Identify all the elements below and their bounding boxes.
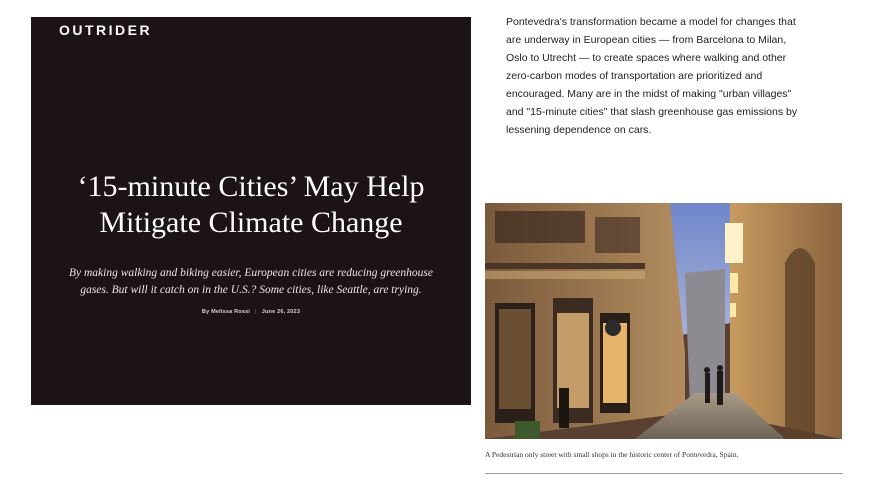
photo-caption: A Pedestrian only street with small shops in the historic center of Pontevedra, Spain. [485,450,739,459]
paragraph-line: are underway in European cities — from Barcelona to Milan, [506,34,787,46]
paragraph-line: lessening dependence on cars. [506,124,652,136]
article-dek [51,265,451,299]
dek-line-2: gases. But will it catch on in the U.S.? Some cities, like Seattle, are trying. [80,284,422,296]
article-hero [31,17,471,405]
headline-line-1: ‘15-minute Cities’ May Help [77,170,425,203]
byline [31,309,471,315]
dek-line-1: By making walking and biking easier, European cities are reducing greenhouse [69,267,433,279]
paragraph-line: Pontevedra's transformation became a model for changes that [506,16,796,28]
article-headline [31,169,471,241]
street-scene-illustration [485,203,842,439]
publish-date: June 26, 2023 [261,309,301,315]
paragraph-line: encouraged. Many are in the midst of making "urban villages" [506,88,792,100]
byline-separator: | [255,309,257,315]
headline-line-2: Mitigate Climate Change [99,206,403,239]
article-paragraph [506,13,836,139]
street-photo [485,203,842,439]
caption-divider [485,473,843,474]
outrider-logo[interactable]: OUTRIDER [59,22,153,38]
author-name: By Melissa Rossi [201,309,251,315]
paragraph-line: and "15-minute cities" that slash greenhouse gas emissions by [506,106,798,118]
paragraph-line: Oslo to Utrecht — to create spaces where walking and other [506,52,787,64]
paragraph-line: zero-carbon modes of transportation are prioritized and [506,70,763,82]
